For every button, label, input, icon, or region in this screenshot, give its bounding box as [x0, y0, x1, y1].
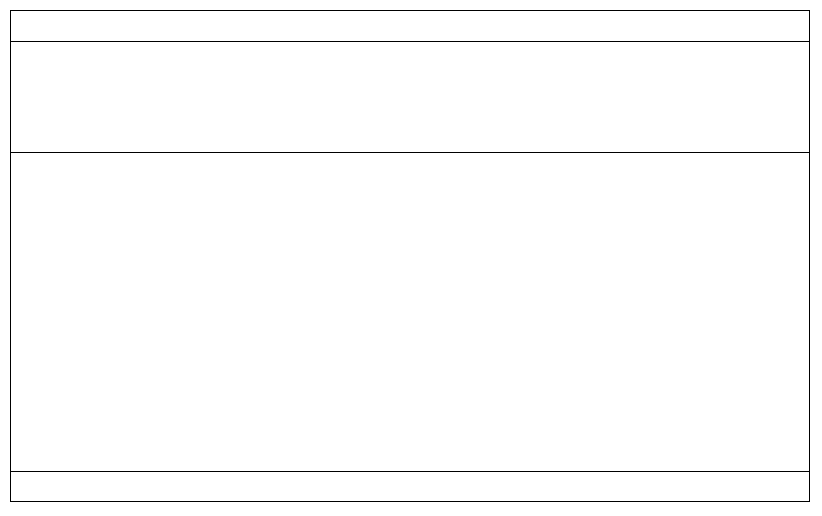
footer-note	[11, 472, 809, 501]
table-title	[11, 11, 809, 41]
one-size-row	[11, 393, 809, 472]
title-row	[11, 11, 809, 42]
footer-row	[11, 472, 809, 501]
size-table	[10, 10, 810, 502]
header-row	[11, 42, 809, 153]
